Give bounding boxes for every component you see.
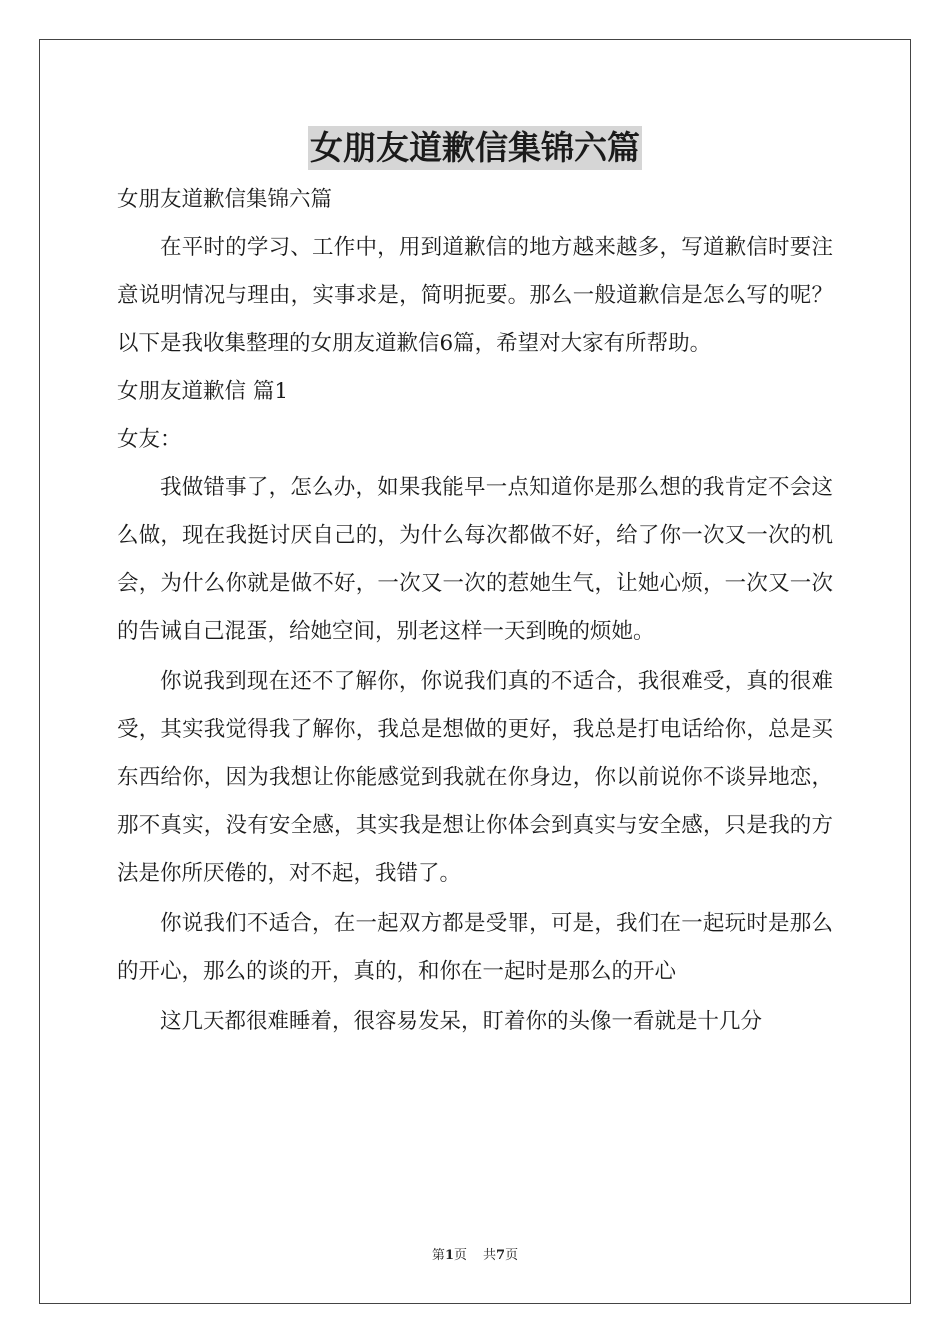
salutation: 女友： xyxy=(117,427,182,452)
total-label-prefix: 共 xyxy=(483,1248,497,1263)
page-number: 1 xyxy=(444,1248,454,1263)
page-label-prefix: 第 xyxy=(431,1248,445,1263)
document-title: 女朋友道歉信集锦六篇 xyxy=(308,126,642,170)
paragraph-body: 你说我到现在还不了解你，你说我们真的不适合，我很难受，真的很难受，其实我觉得我了解你，我总是想做的更好，我总是打电话给你，总是买东西给你，因为我想让你能感觉到我就在你身边，你以前说你不谈异地恋，那不真实，没有安全感，其实我是想让你体会到真实与安全感，只是我的方法是你所厌倦的，对不起，我错了。 xyxy=(117,669,833,886)
page-footer xyxy=(0,1247,950,1265)
paragraph-subtitle: 女朋友道歉信集锦六篇 xyxy=(117,187,333,212)
total-pages: 7 xyxy=(496,1248,506,1263)
paragraph-body: 这几天都很难睡着，很容易发呆，盯着你的头像一看就是十几分 xyxy=(160,1009,763,1034)
section-heading: 女朋友道歉信 篇1 xyxy=(117,379,289,404)
paragraph-body: 我做错事了，怎么办，如果我能早一点知道你是那么想的我肯定不会这么做，现在我挺讨厌自己的，为什么每次都做不好，给了你一次又一次的机会，为什么你就是做不好，一次又一次的惹她生气，让她心烦，一次又一次的告诫自己混蛋，给她空间，别老这样一天到晚的烦她。 xyxy=(117,475,833,644)
page-label-suffix: 页 xyxy=(453,1248,467,1263)
title-container xyxy=(0,126,950,170)
paragraph-intro: 在平时的学习、工作中，用到道歉信的地方越来越多，写道歉信时要注意说明情况与理由，实事求是，简明扼要。那么一般道歉信是怎么写的呢？以下是我收集整理的女朋友道歉信6篇，希望对大家有所帮助。 xyxy=(117,235,833,356)
paragraph-body: 你说我们不适合，在一起双方都是受罪，可是，我们在一起玩时是那么的开心，那么的谈的开，真的，和你在一起时是那么的开心 xyxy=(117,911,833,984)
total-label-suffix: 页 xyxy=(505,1248,519,1263)
document-body xyxy=(117,176,833,1046)
